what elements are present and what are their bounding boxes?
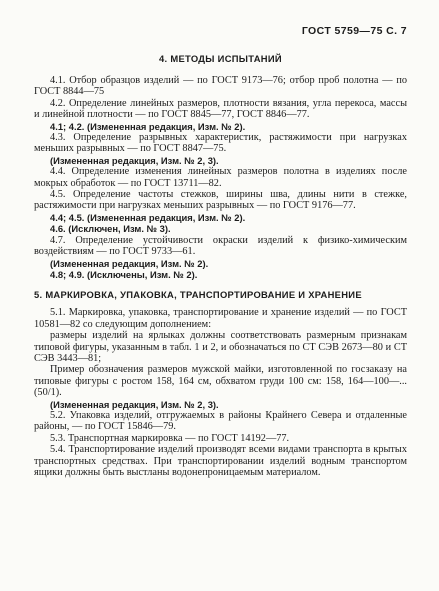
- edition-note: 4.1; 4.2. (Измененная редакция, Изм. № 2).: [50, 120, 246, 132]
- edition-note: (Измененная редакция, Изм. № 2, 3).: [50, 398, 219, 410]
- edition-note: 4.6. (Исключен, Изм. № 3).: [50, 223, 171, 235]
- page-header: ГОСТ 5759—75 С. 7: [301, 25, 407, 37]
- section-5-content: [34, 307, 407, 478]
- edition-note: 4.8; 4.9. (Исключены, Изм. № 2).: [50, 268, 198, 280]
- paragraph: 5.4. Транспортирование изделий производят всеми видами транспорта в крытых транспортных средствах. При транспортировании изделий водным транспортом ящики должны быть выстланы водонепроницаемым материалом.: [34, 444, 407, 478]
- paragraph: 4.1. Отбор образцов изделий — по ГОСТ 9173—76; отбор проб полотна — по ГОСТ 8844—75: [34, 75, 407, 98]
- section-4-content: [34, 75, 407, 280]
- edition-note: 4.4; 4.5. (Измененная редакция, Изм. № 2).: [50, 211, 246, 223]
- paragraph: 4.4. Определение изменения линейных размеров полотна в изделиях после мокрых обработок — по ГОСТ 13711—82.: [34, 166, 407, 189]
- paragraph: 4.3. Определение разрывных характеристик, растяжимости при нагрузках меньших разрывных — по ГОСТ 8847—75.: [34, 132, 407, 155]
- section-5-title: 5. МАРКИРОВКА, УПАКОВКА, ТРАНСПОРТИРОВАНИЕ И ХРАНЕНИЕ: [34, 289, 362, 301]
- paragraph: 5.2. Упаковка изделий, отгружаемых в районы Крайнего Севера и отдаленные районы, — по ГОСТ 15846—79.: [34, 409, 407, 433]
- paragraph: 4.2. Определение линейных размеров, плотности вязания, угла перекоса, массы и линейной плотности — по ГОСТ 8845—77, ГОСТ 8846—77.: [34, 97, 407, 121]
- document-body: [34, 52, 407, 478]
- edition-note: (Измененная редакция, Изм. № 2).: [50, 257, 209, 269]
- paragraph: 4.5. Определение частоты стежков, ширины шва, длины нити в стежке, растяжимости при нагрузках меньших разрывных — по ГОСТ 9176—77.: [34, 189, 407, 212]
- edition-note: (Измененная редакция, Изм. № 2, 3).: [50, 154, 219, 166]
- paragraph: Пример обозначения размеров мужской майки, изготовленной по госзаказу на типовые фигуры с ростом 158, 164 см, обхватом груди 100 см: 158, 164—100—... (50/1).: [34, 364, 407, 399]
- paragraph: 5.3. Транспортная маркировка — по ГОСТ 14192—77.: [50, 432, 290, 444]
- paragraph: размеры изделий на ярлыках должны соответствовать размерным признакам типовой фигуры, указанным в табл. 1 и 2, и обозначаться по СТ СЭВ 2673—80 и СТ СЭВ 3443—81;: [34, 330, 407, 364]
- section-4-title: 4. МЕТОДЫ ИСПЫТАНИЙ: [159, 53, 282, 64]
- paragraph: 5.1. Маркировка, упаковка, транспортирование и хранение изделий — по ГОСТ 10581—82 со следующим дополнением:: [34, 307, 407, 330]
- paragraph: 4.7. Определение устойчивости окраски изделий к физико-химическим воздействиям — по ГОСТ 9733—61.: [34, 234, 407, 258]
